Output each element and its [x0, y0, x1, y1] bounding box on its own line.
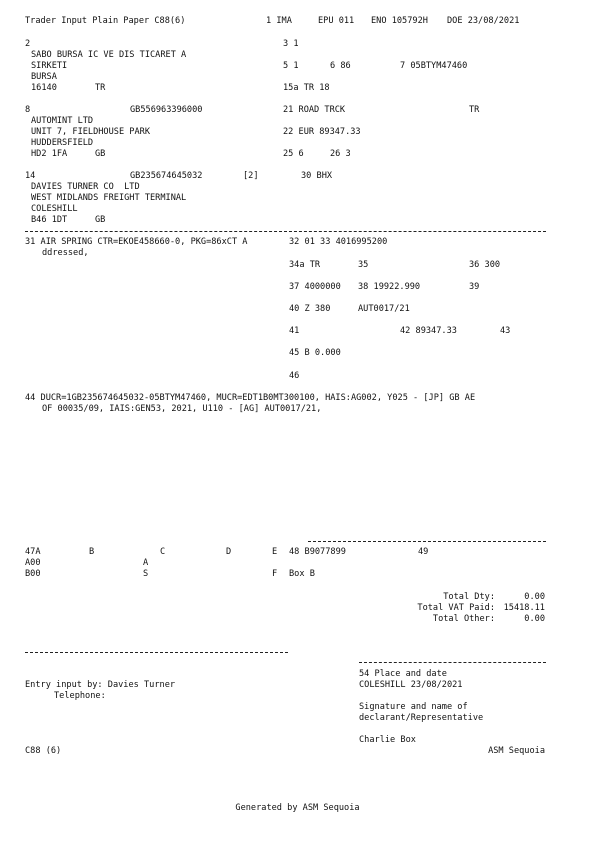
box-40-reference: AUT0017/21 — [358, 304, 410, 314]
consignor-country: TR — [95, 83, 106, 93]
box-31-description-cont: ddressed, — [42, 248, 89, 258]
document-title: Trader Input Plain Paper C88(6) — [25, 16, 186, 26]
box-34a-origin: 34a TR — [289, 260, 321, 270]
box-47-row2-type: B00 — [25, 569, 41, 579]
software-name: ASM Sequoia — [488, 746, 545, 756]
box-41-supplementary-units: 41 — [289, 326, 300, 336]
box-47-base-header: B — [89, 547, 95, 557]
date-of-entry: DOE 23/08/2021 — [447, 16, 520, 26]
box-43-valuation-method: 43 — [500, 326, 511, 336]
epu-number: EPU 011 — [318, 16, 355, 26]
consignor-city: BURSA — [31, 72, 57, 82]
consignor-name-line2: SIRKETI — [31, 61, 68, 71]
box-3-forms: 3 1 — [283, 39, 299, 49]
declarant-city: COLESHILL — [31, 204, 78, 214]
box-47-mop-header: E — [272, 547, 278, 557]
box-31-description: 31 AIR SPRING CTR=EKOE458660-0, PKG=86xCT A — [25, 237, 248, 247]
total-other-value: 0.00 — [524, 614, 545, 624]
signature-label-line1: Signature and name of — [359, 702, 468, 712]
box-49-warehouse: 49 — [418, 547, 429, 557]
total-duty-value: 0.00 — [524, 592, 545, 602]
consignee-city: HUDDERSFIELD — [31, 138, 94, 148]
consignor-postcode: 16140 — [31, 83, 57, 93]
box-15a-dispatch-country: 15a TR 18 — [283, 83, 330, 93]
declarant-role: [2] — [243, 171, 259, 181]
total-vat-value: 15418.11 — [503, 603, 545, 613]
box-22-currency-invoice: 22 EUR 89347.33 — [283, 127, 361, 137]
box-32-33-commodity: 32 01 33 4016995200 — [289, 237, 388, 247]
box-39-quota: 39 — [469, 282, 480, 292]
box-45-adjustment: 45 B 0.000 — [289, 348, 341, 358]
consignee-address: UNIT 7, FIELDHOUSE PARK — [31, 127, 150, 137]
box-44-additional-info-cont: OF 00035/09, IAIS:GEN53, 2021, U110 - [AG] AUT0017/21, — [42, 404, 322, 414]
declarant-eori: GB235674645032 — [130, 171, 203, 181]
box-54-label: 54 Place and date — [359, 669, 447, 679]
total-duty-label: Total Dty: — [443, 592, 495, 602]
entry-input-by: Entry input by: Davies Turner — [25, 680, 176, 690]
box-47-row1-mop: A — [143, 558, 149, 568]
declarant-address: WEST MIDLANDS FREIGHT TERMINAL — [31, 193, 187, 203]
telephone-label: Telephone: — [54, 691, 106, 701]
consignor-name-line1: SABO BURSA IC VE DIS TICARET A — [31, 50, 187, 60]
declarant-name: DAVIES TURNER CO LTD — [31, 182, 140, 192]
box-14-label: 14 — [25, 171, 36, 181]
box-47-rate-header: C — [160, 547, 166, 557]
entry-number: ENO 105792H — [371, 16, 428, 26]
box-47-row1-type: A00 — [25, 558, 41, 568]
box-21-transport: 21 ROAD TRCK — [283, 105, 346, 115]
box-47-amount-header: D — [226, 547, 232, 557]
declarant-signatory-name: Charlie Box — [359, 735, 416, 745]
box-21-country: TR — [469, 105, 480, 115]
consignee-eori: GB556963396000 — [130, 105, 203, 115]
box-2-label: 2 — [25, 39, 31, 49]
box-40-previous-document: 40 Z 380 — [289, 304, 331, 314]
signature-label-line2: declarant/Representative — [359, 713, 484, 723]
box-7-reference: 7 05BTYM47460 — [400, 61, 468, 71]
declarant-postcode: B46 1DT — [31, 215, 68, 225]
box-44-additional-info: 44 DUCR=1GB235674645032-05BTYM47460, MUCR=EDT1B0MT300100, HAIS:AG002, Y025 - [JP] GB AE — [25, 393, 476, 403]
consignee-name: AUTOMINT LTD — [31, 116, 94, 126]
box-5-items: 5 1 — [283, 61, 299, 71]
box-38-net-mass: 38 19922.990 — [358, 282, 421, 292]
place-and-date: COLESHILL 23/08/2021 — [359, 680, 463, 690]
box-8-label: 8 — [25, 105, 31, 115]
box-47-row2-mop: S — [143, 569, 149, 579]
box-26-inland-mode: 26 3 — [330, 149, 351, 159]
consignee-country: GB — [95, 149, 106, 159]
generated-by-footer: Generated by ASM Sequoia — [235, 803, 360, 813]
box-47-row2-f: F — [272, 569, 278, 579]
section-divider — [25, 231, 546, 232]
box-47-type-header: 47A — [25, 547, 41, 557]
box-37-procedure: 37 4000000 — [289, 282, 341, 292]
box-36-preference: 36 300 — [469, 260, 501, 270]
consignee-postcode: HD2 1FA — [31, 149, 68, 159]
box-54-divider — [359, 662, 546, 663]
box-1-declaration-type: 1 IMA — [266, 16, 292, 26]
box-25-border-mode: 25 6 — [283, 149, 304, 159]
box-35-gross-mass: 35 — [358, 260, 369, 270]
box-48-deferred-payment: 48 B9077899 — [289, 547, 346, 557]
declarant-country: GB — [95, 215, 106, 225]
total-other-label: Total Other: — [432, 614, 495, 624]
box-42-item-price: 42 89347.33 — [400, 326, 457, 336]
box-b-label: Box B — [289, 569, 315, 579]
box-30-goods-location: 30 BHX — [301, 171, 333, 181]
box-46-statistical-value: 46 — [289, 371, 300, 381]
entry-signature-line — [25, 652, 288, 653]
box-48-divider — [308, 541, 546, 542]
box-6-packages: 6 86 — [330, 61, 351, 71]
form-code: C88 (6) — [25, 746, 62, 756]
total-vat-label: Total VAT Paid: — [417, 603, 495, 613]
